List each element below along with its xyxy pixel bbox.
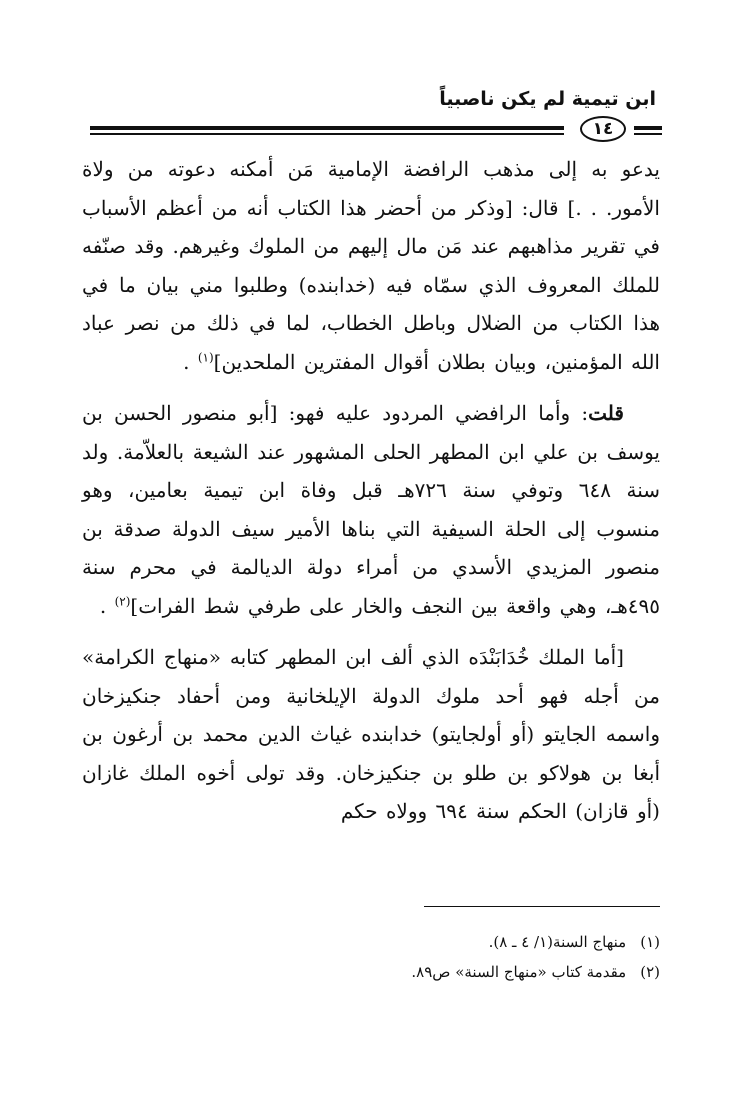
- paragraph: [82, 150, 660, 381]
- rule-thick-left: [90, 126, 564, 130]
- rule-thin-right: [634, 133, 662, 135]
- footnote-divider: [424, 906, 660, 907]
- footnote-number: (١): [640, 933, 660, 951]
- footnote-item: [100, 957, 660, 987]
- rule-thin-left: [90, 133, 564, 135]
- footnotes: [100, 927, 660, 987]
- page-number-badge: [580, 116, 626, 142]
- footnote-number: (٢): [640, 963, 660, 981]
- footnote-ref: (١): [197, 349, 214, 364]
- paragraph-text: .: [183, 349, 198, 374]
- running-title: ابن تيمية لم يكن ناصبياً: [439, 88, 656, 110]
- page-number: ١٤: [592, 119, 614, 139]
- lead-word: قلت: [588, 401, 624, 425]
- header-rule: [0, 114, 754, 144]
- rule-thick-right: [634, 126, 662, 130]
- footnote-item: [100, 927, 660, 957]
- paragraph: [82, 394, 660, 625]
- footnote-text: منهاج السنة(١/ ٤ ـ ٨).: [488, 933, 627, 951]
- paragraph-text: .: [99, 593, 115, 618]
- paragraph-text: يدعو به إلى مذهب الرافضة الإمامية مَن أمكنه دعوته من ولاة الأمور. . .] قال: [وذكر من أحضر هذا الكتاب أنه من أعظم الأسباب في تقرير مذاهبهم عند مَن مال إليهم من الملوك وغيرهم. وقد صنّفه للملك المعروف الذي سمّاه فيه (خدابنده) وطلبوا مني بيان ما في هذا الكتاب من الضلال وباطل الخطاب، لما في ذلك من نصر عباد الله المؤمنين، وبيان بطلان أقوال المفترين الملحدين]: [82, 157, 660, 374]
- body-text: [82, 150, 660, 831]
- footnote-ref: (٢): [114, 593, 131, 608]
- paragraph-text: : وأما الرافضي المردود عليه فهو: [أبو منصور الحسن بن يوسف بن علي ابن المطهر الحلى المشهور عند الشيعة بالعلاّمة. ولد سنة ٦٤٨ وتوفي سنة ٧٢٦هـ قبل وفاة ابن تيمية بعامين، وهو منسوب إلى الحلة السيفية التي بناها الأمير سيف الدولة صدقة بن منصور المزيدي الأسدي من أمراء دولة الديالمة في محرم سنة ٤٩٥هـ، وهي واقعة بين النجف والخار على طرفي شط الفرات]: [82, 401, 661, 618]
- paragraph-text: [أما الملك خُدَابَنْدَه الذي ألف ابن المطهر كتابه «منهاج الكرامة» من أجله فهو أحد ملوك الدولة الإيلخانية ومن أحفاد جنكيزخان واسمه الجايتو (أو أولجايتو) خدابنده غياث الدين محمد بن أرغون بن أبغا بن هولاكو بن طلو بن جنكيزخان. وقد تولى أخوه الملك غازان (أو قازان) الحكم سنة ٦٩٤ وولاه حكم: [82, 645, 660, 823]
- footnote-text: مقدمة كتاب «منهاج السنة» ص٨٩.: [411, 963, 627, 981]
- paragraph: [82, 638, 660, 831]
